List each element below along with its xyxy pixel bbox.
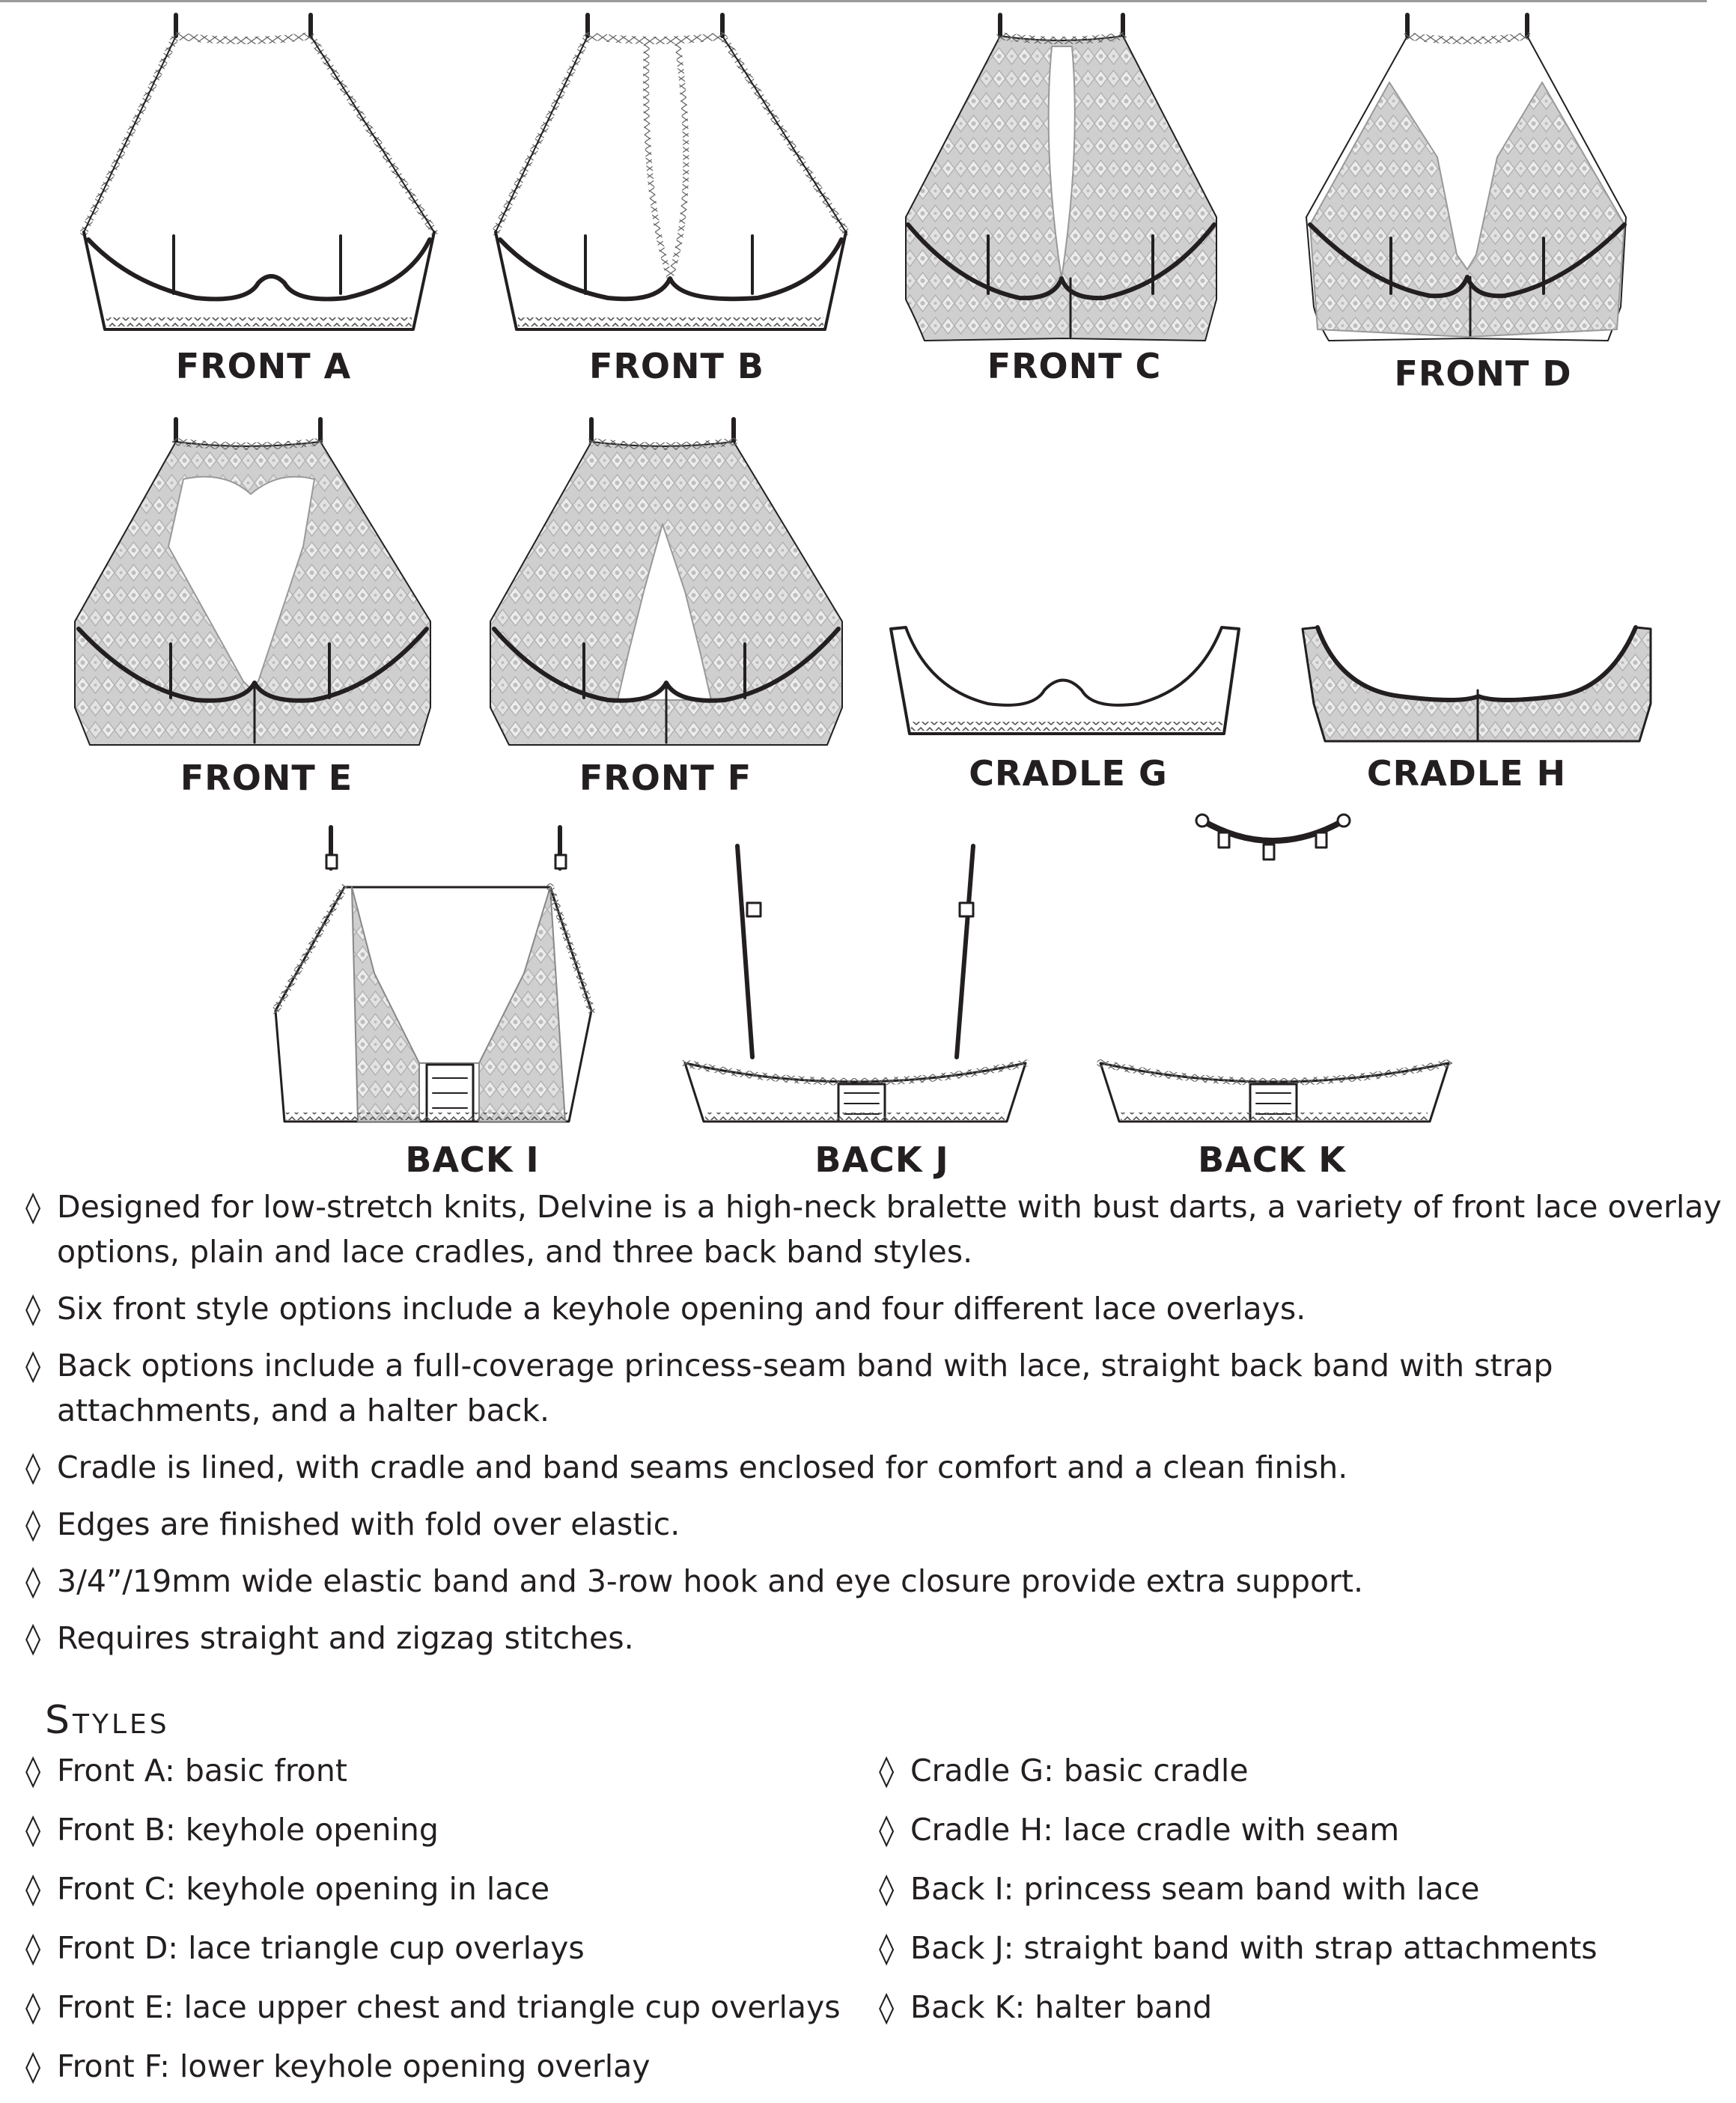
diamond-bullet-icon: ◊ bbox=[25, 1620, 41, 1656]
style-item: ◊ Front C: keyhole opening in lace bbox=[25, 1866, 841, 1911]
label-back-k: BACK K bbox=[1198, 1139, 1346, 1180]
style-item: ◊ Back I: princess seam band with lace bbox=[879, 1866, 1598, 1911]
diamond-bullet-icon: ◊ bbox=[25, 1989, 41, 2025]
styles-heading: Styles bbox=[45, 1698, 170, 1743]
diamond-bullet-icon: ◊ bbox=[25, 1563, 41, 1599]
diamond-bullet-icon: ◊ bbox=[25, 1812, 41, 1848]
style-item: ◊ Front E: lace upper chest and triangle cup overlays bbox=[25, 1985, 841, 2030]
style-item: ◊ Front A: basic front bbox=[25, 1748, 841, 1793]
back-i-drawing bbox=[275, 827, 591, 1122]
label-front-f: FRONT F bbox=[579, 758, 752, 798]
diamond-bullet-icon: ◊ bbox=[25, 1348, 41, 1384]
label-front-e: FRONT E bbox=[180, 758, 353, 798]
feature-item: ◊ Back options include a full-coverage princess-seam band with lace, straight back band with strap attachments, and a halter back. bbox=[25, 1343, 1725, 1433]
front-d-drawing bbox=[1306, 15, 1626, 341]
styles-list-right bbox=[879, 1748, 1598, 2044]
diamond-bullet-icon: ◊ bbox=[25, 1753, 41, 1789]
feature-item: ◊ Six front style options include a keyhole opening and four different lace overlays. bbox=[25, 1286, 1725, 1331]
style-item: ◊ Front B: keyhole opening bbox=[25, 1807, 841, 1852]
label-back-j: BACK J bbox=[814, 1139, 949, 1180]
back-j-drawing bbox=[685, 846, 1026, 1122]
label-front-c: FRONT C bbox=[987, 346, 1162, 386]
front-b-drawing bbox=[496, 15, 846, 329]
diamond-bullet-icon: ◊ bbox=[25, 1189, 41, 1225]
style-item: ◊ Front D: lace triangle cup overlays bbox=[25, 1926, 841, 1970]
label-back-i: BACK I bbox=[405, 1139, 540, 1180]
feature-item: ◊ Designed for low-stretch knits, Delvine is a high-neck bralette with bust darts, a variety of front lace overlay options, plain and lace cradles, and three back band styles. bbox=[25, 1184, 1725, 1274]
diamond-bullet-icon: ◊ bbox=[879, 1871, 895, 1907]
diamond-bullet-icon: ◊ bbox=[879, 1812, 895, 1848]
diamond-bullet-icon: ◊ bbox=[25, 1871, 41, 1907]
diamond-bullet-icon: ◊ bbox=[25, 1449, 41, 1485]
label-front-b: FRONT B bbox=[589, 346, 764, 386]
front-e-drawing bbox=[75, 419, 430, 745]
diamond-bullet-icon: ◊ bbox=[879, 1753, 895, 1789]
feature-item: ◊ 3/4”/19mm wide elastic band and 3-row hook and eye closure provide extra support. bbox=[25, 1559, 1725, 1604]
diamond-bullet-icon: ◊ bbox=[879, 1989, 895, 2025]
feature-item: ◊ Edges are finished with fold over elastic. bbox=[25, 1502, 1725, 1547]
diamond-bullet-icon: ◊ bbox=[879, 1930, 895, 1966]
front-a-drawing bbox=[84, 15, 434, 329]
feature-item: ◊ Cradle is lined, with cradle and band seams enclosed for comfort and a clean finish. bbox=[25, 1445, 1725, 1490]
label-cradle-h: CRADLE H bbox=[1366, 753, 1567, 794]
diamond-bullet-icon: ◊ bbox=[25, 1930, 41, 1966]
cradle-g-drawing bbox=[891, 627, 1239, 734]
diamond-bullet-icon: ◊ bbox=[25, 1291, 41, 1327]
cradle-h-drawing bbox=[1303, 627, 1651, 741]
front-c-drawing bbox=[906, 15, 1216, 341]
feature-item: ◊ Requires straight and zigzag stitches. bbox=[25, 1616, 1725, 1661]
style-item: ◊ Cradle H: lace cradle with seam bbox=[879, 1807, 1598, 1852]
styles-list-left bbox=[25, 1748, 841, 2103]
style-item: ◊ Back K: halter band bbox=[879, 1985, 1598, 2030]
hook-eye-component bbox=[1196, 815, 1350, 859]
label-front-a: FRONT A bbox=[175, 346, 352, 386]
style-item: ◊ Front F: lower keyhole opening overlay bbox=[25, 2044, 841, 2089]
style-item: ◊ Cradle G: basic cradle bbox=[879, 1748, 1598, 1793]
label-front-d: FRONT D bbox=[1394, 353, 1572, 394]
back-k-drawing bbox=[1100, 1063, 1449, 1122]
label-cradle-g: CRADLE G bbox=[969, 753, 1168, 794]
diamond-bullet-icon: ◊ bbox=[25, 2048, 41, 2084]
diamond-bullet-icon: ◊ bbox=[25, 1506, 41, 1542]
front-f-drawing bbox=[490, 419, 842, 745]
style-item: ◊ Back J: straight band with strap attachments bbox=[879, 1926, 1598, 1970]
feature-list bbox=[25, 1184, 1725, 1673]
